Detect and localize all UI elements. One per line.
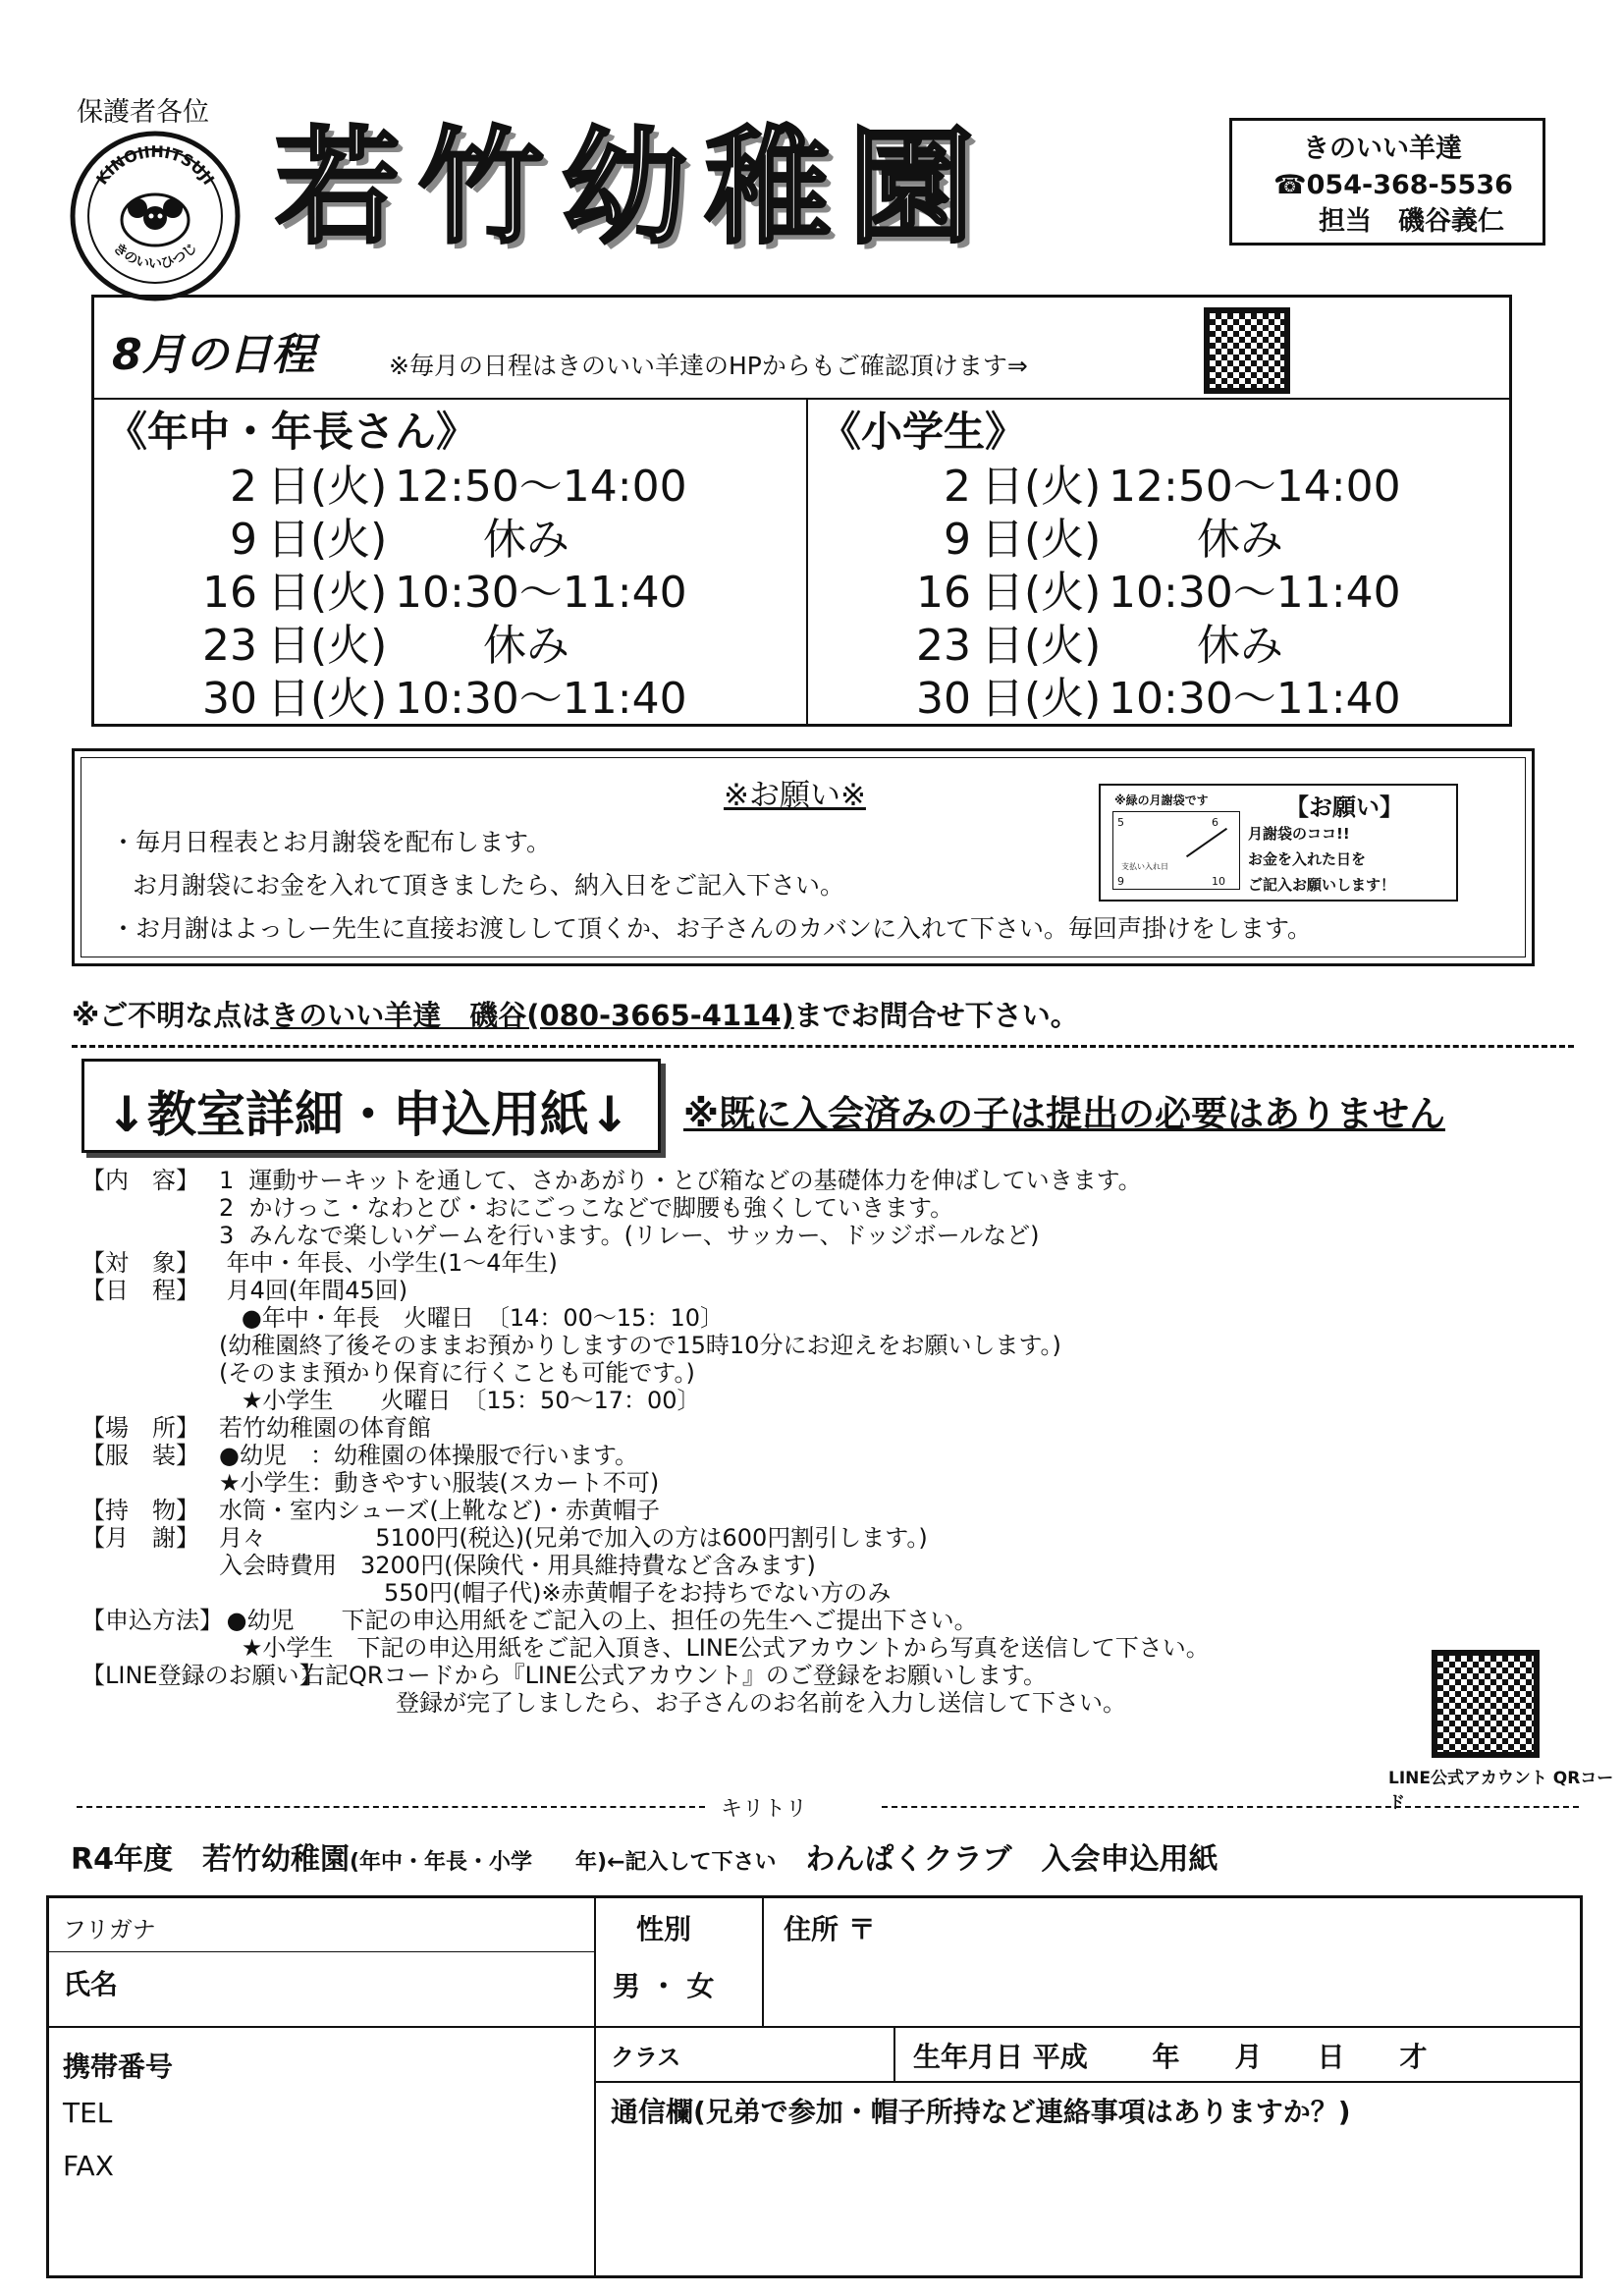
schedule-weekday: 日(火) xyxy=(981,674,1102,724)
envelope-text-line: お金を入れた日を xyxy=(1248,850,1367,868)
detail-value: ●幼児 ：幼稚園の体操服で行います。 xyxy=(219,1442,639,1469)
schedule-weekday: 日(火) xyxy=(267,462,388,512)
schedule-row xyxy=(94,567,801,620)
class-label: クラス xyxy=(611,2044,681,2071)
schedule-time: 10:30～11:40 xyxy=(1109,674,1401,724)
contact-tel: ☎054-368-5536 xyxy=(1273,170,1513,200)
gender-label: 性別 xyxy=(636,1913,692,1945)
arrow-icon xyxy=(1186,828,1227,857)
detail-value: ●年中・年長 火曜日 〔14：00～15：10〕 xyxy=(219,1304,724,1332)
form-heading xyxy=(71,1834,1583,1878)
schedule-row xyxy=(94,461,801,514)
detail-label: 【場 所】 xyxy=(81,1414,199,1442)
schedule-column-kinder xyxy=(94,400,801,726)
schedule-weekday: 日(火) xyxy=(981,568,1102,618)
detail-label xyxy=(81,1689,278,1717)
detail-label: 【対 象】 xyxy=(81,1249,199,1277)
detail-row xyxy=(81,1249,1456,1277)
contact-person: 担当 磯谷義仁 xyxy=(1319,206,1504,237)
form-line xyxy=(762,1898,764,2026)
detail-label: 【持 物】 xyxy=(81,1497,199,1524)
birthdate-label: 生年月日 平成 年 月 日 才 xyxy=(913,2041,1428,2073)
address-label: 住所 〒 xyxy=(784,1913,876,1945)
detail-label xyxy=(81,1194,219,1222)
detail-value: ★小学生 火曜日 〔15：50～17：00〕 xyxy=(219,1387,701,1414)
detail-label: 【月 謝】 xyxy=(81,1524,199,1552)
detail-row xyxy=(81,1469,1456,1497)
schedule-time: 12:50～14:00 xyxy=(395,462,687,512)
envelope-cell: 支払い入れ日 xyxy=(1121,862,1168,871)
detail-value: 水筒・室内シューズ(上靴など)・赤黄帽子 xyxy=(219,1497,661,1524)
detail-label xyxy=(81,1552,219,1579)
detail-row xyxy=(81,1524,1456,1552)
detail-label xyxy=(81,1579,219,1607)
contact-org: きのいい羊達 xyxy=(1303,134,1462,164)
envelope-illustration xyxy=(1099,784,1458,902)
separator-line xyxy=(72,1045,1574,1048)
furigana-label: フリガナ xyxy=(63,1916,156,1943)
request-title: ※お願い※ xyxy=(724,778,866,813)
schedule-weekday: 日(火) xyxy=(267,674,388,724)
detail-value: 登録が完了しましたら、お子さんのお名前を入力し送信して下さい。 xyxy=(278,1689,1126,1717)
detail-label xyxy=(81,1222,219,1249)
schedule-weekday: 日(火) xyxy=(267,515,388,565)
section-note: ※既に入会済みの子は提出の必要はありません xyxy=(683,1093,1445,1135)
schedule-day: 16 xyxy=(202,568,257,618)
request-line-2: お月謝袋にお金を入れて頂きましたら、納入日をご記入下さい。 xyxy=(133,871,845,900)
schedule-row xyxy=(808,620,1515,673)
inquiry-contact: きのいい羊達 磯谷(080-3665-4114) xyxy=(270,999,794,1032)
detail-row xyxy=(81,1662,1456,1689)
detail-row xyxy=(81,1442,1456,1469)
detail-value: 年中・年長、小学生(1～4年生) xyxy=(219,1249,558,1277)
cut-line-left xyxy=(77,1806,705,1808)
schedule-weekday: 日(火) xyxy=(981,462,1102,512)
detail-label: 【日 程】 xyxy=(81,1277,199,1304)
schedule-row xyxy=(94,673,801,726)
detail-label xyxy=(81,1634,219,1662)
detail-value: 月4回(年間45回) xyxy=(219,1277,408,1304)
form-line xyxy=(893,2026,895,2081)
form-line xyxy=(49,1951,594,1952)
schedule-time: 休み xyxy=(1197,621,1283,671)
detail-row xyxy=(81,1222,1456,1249)
envelope-image xyxy=(1112,811,1240,890)
column-title: 《小学生》 xyxy=(820,408,1027,456)
fax-label: FAX xyxy=(63,2150,114,2182)
logo-text-top: KINOIIHITSUJI xyxy=(92,141,219,189)
schedule-day: 16 xyxy=(916,568,971,618)
schedule-time: 12:50～14:00 xyxy=(1109,462,1401,512)
schedule-time: 10:30～11:40 xyxy=(395,568,687,618)
request-inner-frame xyxy=(81,757,1526,957)
schedule-row xyxy=(808,514,1515,567)
cut-line xyxy=(77,1797,1579,1830)
schedule-row xyxy=(808,567,1515,620)
envelope-cell: 5 xyxy=(1117,816,1124,829)
detail-row xyxy=(81,1304,1456,1332)
detail-label xyxy=(81,1359,219,1387)
schedule-day: 30 xyxy=(202,674,257,724)
detail-label xyxy=(81,1304,219,1332)
form-heading-class-instruction: (年中・年長・小学 年)←記入して下さい xyxy=(349,1850,777,1875)
envelope-text-line: 月謝袋のココ!! xyxy=(1248,825,1350,843)
schedule-title: 8月の日程 xyxy=(112,330,315,380)
detail-value: 若竹幼稚園の体育館 xyxy=(219,1414,431,1442)
memo-label: 通信欄(兄弟で参加・帽子所持など連絡事項はありますか？) xyxy=(611,2096,1351,2128)
mobile-label: 携帯番号 xyxy=(63,2050,174,2083)
detail-value: (そのまま預かり保育に行くことも可能です。) xyxy=(219,1359,695,1387)
detail-row xyxy=(81,1387,1456,1414)
detail-row xyxy=(81,1552,1456,1579)
schedule-row xyxy=(808,673,1515,726)
schedule-weekday: 日(火) xyxy=(981,515,1102,565)
detail-value: 2 かけっこ・なわとび・おにごっこなどで脚腰も強くしていきます。 xyxy=(219,1194,954,1222)
form-heading-club: わんぱくクラブ 入会申込用紙 xyxy=(805,1842,1218,1877)
details-list xyxy=(81,1167,1456,1717)
column-title: 《年中・年長さん》 xyxy=(106,408,478,456)
schedule-day: 9 xyxy=(944,515,971,565)
detail-row xyxy=(81,1579,1456,1607)
tel-label: TEL xyxy=(63,2097,113,2129)
logo-text-bottom: きのいいひつじ xyxy=(109,240,201,273)
detail-label xyxy=(81,1387,219,1414)
detail-value: ★小学生：動きやすい服装(スカート不可) xyxy=(219,1469,660,1497)
detail-row xyxy=(81,1414,1456,1442)
section-title: ↓教室詳細・申込用紙↓ xyxy=(106,1086,630,1143)
detail-row xyxy=(81,1277,1456,1304)
detail-row xyxy=(81,1607,1456,1634)
envelope-text xyxy=(1248,821,1395,898)
detail-label: 【申込方法】 xyxy=(81,1607,223,1634)
schedule-row xyxy=(94,514,801,567)
request-line-3: ・お月謝はよっしー先生に直接お渡しして頂くか、お子さんのカバンに入れて下さい。毎回声掛けをします。 xyxy=(111,914,1313,943)
logo xyxy=(69,130,242,302)
detail-row xyxy=(81,1332,1456,1359)
inquiry-note xyxy=(72,994,1079,1034)
schedule-column-elementary xyxy=(808,400,1515,726)
gender-options[interactable]: 男 ・ 女 xyxy=(613,1970,715,2002)
form-line xyxy=(594,2081,1580,2083)
schedule-row xyxy=(94,620,801,673)
form-line xyxy=(49,2026,1580,2028)
envelope-cell: 6 xyxy=(1212,816,1218,829)
detail-value: ●幼児 下記の申込用紙をご記入の上、担任の先生へご提出下さい。 xyxy=(219,1607,978,1634)
request-line-1: ・毎月日程表とお月謝袋を配布します。 xyxy=(111,828,552,856)
detail-value: 550円(帽子代)※赤黄帽子をお持ちでない方のみ xyxy=(219,1579,892,1607)
envelope-cell: 10 xyxy=(1212,875,1225,888)
detail-row xyxy=(81,1167,1456,1194)
detail-value: (幼稚園終了後そのままお預かりしますので15時10分にお迎えをお願いします。) xyxy=(219,1332,1061,1359)
schedule-day: 2 xyxy=(944,462,971,512)
kindergarten-title: 若竹幼稚園 xyxy=(275,115,993,261)
schedule-day: 2 xyxy=(230,462,257,512)
line-qr-label: LINE公式アカウント QRコード xyxy=(1388,1769,1614,1813)
schedule-day: 23 xyxy=(202,621,257,671)
hp-qr-code-icon[interactable] xyxy=(1204,307,1290,394)
detail-value: 1 運動サーキットを通して、さかあがり・とび箱などの基礎体力を伸ばしていきます。 xyxy=(219,1167,1142,1194)
detail-label: 【内 容】 xyxy=(81,1167,199,1194)
detail-row xyxy=(81,1634,1456,1662)
detail-value: 月々 5100円(税込)(兄弟で加入の方は600円割引します。) xyxy=(219,1524,928,1552)
addressee: 保護者各位 xyxy=(77,97,209,128)
detail-label: 【LINE登録のお願い】 xyxy=(81,1662,323,1689)
detail-label xyxy=(81,1469,219,1497)
detail-value: ★小学生 下記の申込用紙をご記入頂き、LINE公式アカウントから写真を送信して下さい。 xyxy=(219,1634,1210,1662)
form-heading-year: R4年度 若竹幼稚園 xyxy=(71,1842,350,1877)
line-qr-code-icon[interactable] xyxy=(1432,1650,1540,1758)
schedule-time: 10:30～11:40 xyxy=(1109,568,1401,618)
schedule-weekday: 日(火) xyxy=(267,568,388,618)
schedule-day: 23 xyxy=(916,621,971,671)
detail-value: 右記QRコードから『LINE公式アカウント』のご登録をお願いします。 xyxy=(278,1662,1047,1689)
application-form xyxy=(46,1895,1583,2278)
cut-label: キリトリ xyxy=(721,1797,808,1822)
schedule-day: 9 xyxy=(230,515,257,565)
schedule-day: 30 xyxy=(916,674,971,724)
envelope-text-line: ご記入お願いします！ xyxy=(1248,876,1396,894)
detail-value: 3 みんなで楽しいゲームを行います。(リレー、サッカー、ドッジボールなど) xyxy=(219,1222,1040,1249)
schedule-time: 休み xyxy=(483,621,569,671)
schedule-time: 休み xyxy=(483,515,569,565)
cut-line-right xyxy=(882,1806,1579,1808)
detail-label xyxy=(81,1332,219,1359)
detail-label: 【服 装】 xyxy=(81,1442,199,1469)
schedule-note: ※毎月の日程はきのいい羊達のHPからもご確認頂けます⇒ xyxy=(389,352,1028,380)
detail-row xyxy=(81,1497,1456,1524)
schedule-weekday: 日(火) xyxy=(267,621,388,671)
schedule-time: 休み xyxy=(1197,515,1283,565)
detail-value: 入会時費用 3200円(保険代・用具維持費など含みます) xyxy=(219,1552,816,1579)
schedule-header xyxy=(94,298,1509,400)
schedule-row xyxy=(808,461,1515,514)
contact-box xyxy=(1229,118,1545,246)
schedule-box xyxy=(91,295,1512,727)
section-title-box xyxy=(81,1059,661,1153)
schedule-weekday: 日(火) xyxy=(981,621,1102,671)
envelope-label: ※緑の月謝袋です xyxy=(1114,793,1209,807)
envelope-cell: 9 xyxy=(1117,875,1124,888)
name-label: 氏名 xyxy=(63,1968,119,2000)
detail-row xyxy=(81,1689,1456,1717)
inquiry-pre: ※ご不明な点は xyxy=(72,999,271,1032)
detail-row xyxy=(81,1194,1456,1222)
schedule-time: 10:30～11:40 xyxy=(395,674,687,724)
detail-row xyxy=(81,1359,1456,1387)
inquiry-post: までお問合せ下さい。 xyxy=(793,999,1079,1032)
envelope-title: 【お願い】 xyxy=(1285,793,1403,821)
request-box xyxy=(72,748,1535,966)
form-line xyxy=(594,1898,596,2275)
